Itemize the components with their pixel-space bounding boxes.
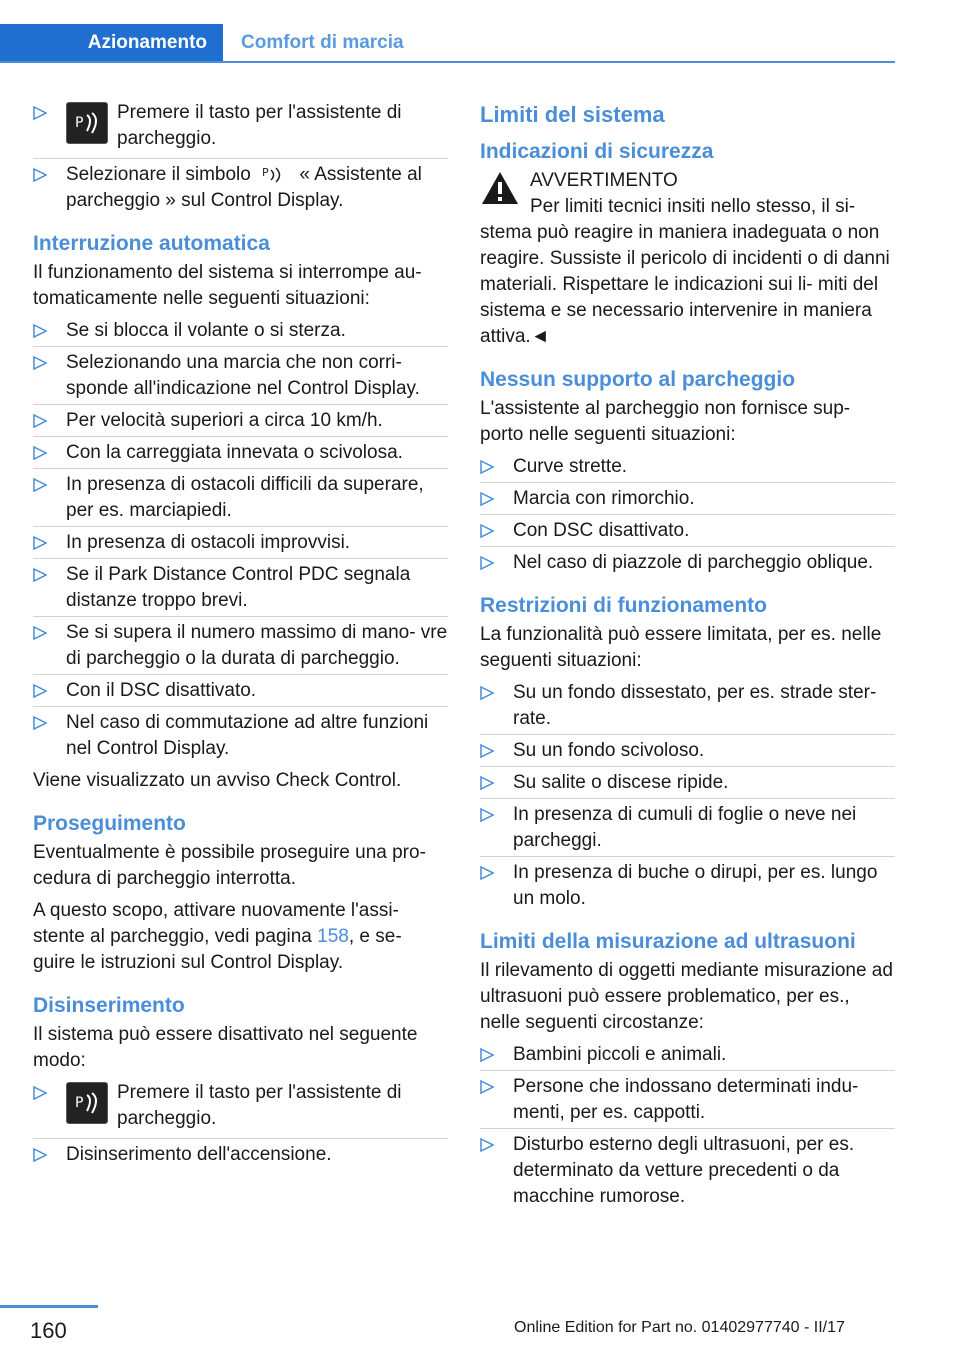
nessun-supporto-heading: Nessun supporto al parcheggio: [480, 368, 796, 391]
bullet-triangle-icon: [33, 103, 47, 123]
disinserimento-heading: Disinserimento: [33, 994, 185, 1017]
right-column: [480, 100, 895, 1216]
list-item: Bambini piccoli e animali.: [480, 1042, 895, 1068]
bullet-triangle-icon: [480, 741, 494, 761]
restrizioni-list: [480, 680, 895, 912]
ultrasuoni-intro: Il rilevamento di oggetti mediante misurazione ad ultrasuoni può essere problematico, per es., nelle seguenti circostanze:: [480, 960, 893, 1033]
restrizioni-intro: La funzionalità può essere limitata, per es. nelle seguenti situazioni:: [480, 624, 882, 671]
list-item: In presenza di ostacoli improvvisi.: [33, 530, 448, 556]
list-item: Con DSC disattivato.: [480, 518, 895, 544]
interruzione-outro: Viene visualizzato un avviso Check Control.: [33, 770, 402, 791]
list-item: In presenza di buche o dirupi, per es. lungo un molo.: [480, 860, 895, 912]
interruzione-heading: Interruzione automatica: [33, 232, 270, 255]
list-item: Per velocità superiori a circa 10 km/h.: [33, 408, 448, 434]
sicurezza-heading: Indicazioni di sicurezza: [480, 140, 714, 163]
list-item: Selezionare il simbolo P « Assistente al parcheggio » sul Control Display.: [33, 162, 448, 214]
bullet-triangle-icon: [33, 565, 47, 585]
list-item: Persone che indossano determinati indu- menti, per es. cappotti.: [480, 1074, 895, 1126]
bullet-triangle-icon: [33, 533, 47, 553]
warning-label: AVVERTIMENTO: [530, 170, 678, 191]
svg-text:P: P: [75, 115, 84, 131]
list-item: Selezionando una marcia che non corri- sponde all'indicazione nel Control Display.: [33, 350, 448, 402]
bullet-triangle-icon: [33, 443, 47, 463]
proseguimento-p2: A questo scopo, attivare nuovamente l'assi- stente al parcheggio, vedi pagina 158, e se- guire le istruzioni sul Control Display.: [33, 900, 402, 973]
list-item: Con il DSC disattivato.: [33, 678, 448, 704]
bullet-triangle-icon: [33, 1083, 47, 1103]
list-item: Su un fondo scivoloso.: [480, 738, 895, 764]
bullet-triangle-icon: [480, 683, 494, 703]
bullet-triangle-icon: [33, 623, 47, 643]
bullet-triangle-icon: [33, 1145, 47, 1165]
list-item: P Premere il tasto per l'assistente di parcheggio.: [33, 100, 448, 156]
list-item: Se il Park Distance Control PDC segnala distanze troppo brevi.: [33, 562, 448, 614]
list-item: Nel caso di commutazione ad altre funzioni nel Control Display.: [33, 710, 448, 762]
list-item: In presenza di ostacoli difficili da superare, per es. marciapiedi.: [33, 472, 448, 524]
svg-text:P: P: [75, 1095, 84, 1111]
nessun-supporto-list: [480, 454, 895, 576]
list-item: Disturbo esterno degli ultrasuoni, per es. determinato da vetture precedenti o da macchine rumorose.: [480, 1132, 895, 1210]
edition-note: Online Edition for Part no. 01402977740 - II/17: [514, 1319, 845, 1336]
bullet-triangle-icon: [480, 489, 494, 509]
warning-box: [480, 168, 895, 194]
list-item: Disinserimento dell'accensione.: [33, 1142, 448, 1168]
list-item: Su salite o discese ripide.: [480, 770, 895, 796]
park-assist-symbol-icon: [262, 165, 288, 183]
park-assist-button-icon: [66, 1082, 108, 1124]
bullet-triangle-icon: [33, 321, 47, 341]
interruzione-intro: Il funzionamento del sistema si interrompe au- tomaticamente nelle seguenti situazioni:: [33, 262, 422, 309]
bullet-triangle-icon: [480, 521, 494, 541]
bullet-triangle-icon: [33, 681, 47, 701]
bullet-triangle-icon: [33, 353, 47, 373]
ultrasuoni-list: [480, 1042, 895, 1210]
disinserimento-intro: Il sistema può essere disattivato nel seguente modo:: [33, 1024, 418, 1071]
restrizioni-heading: Restrizioni di funzionamento: [480, 594, 767, 617]
bullet-triangle-icon: [480, 1045, 494, 1065]
limiti-heading: Limiti del sistema: [480, 102, 665, 127]
list-item: Con la carreggiata innevata o scivolosa.: [33, 440, 448, 466]
bullet-triangle-icon: [480, 805, 494, 825]
left-column: [33, 100, 448, 1174]
list-item: In presenza di cumuli di foglie o neve nei parcheggi.: [480, 802, 895, 854]
ultrasuoni-heading: Limiti della misurazione ad ultrasuoni: [480, 930, 856, 953]
footer-rule: [0, 1305, 98, 1308]
list-item: P Premere il tasto per l'assistente di parcheggio.: [33, 1080, 448, 1136]
interruzione-list: [33, 318, 448, 762]
chapter-tabs: [0, 24, 895, 63]
nessun-supporto-intro: L'assistente al parcheggio non fornisce sup- porto nelle seguenti situazioni:: [480, 398, 851, 445]
page-link[interactable]: 158: [317, 926, 349, 947]
warning-text: Per limiti tecnici insiti nello stesso, il si- stema può reagire in maniera inadeguata o non reagire. Sussiste il pericolo di incidenti o di danni materiali. Rispettare le indicazioni sui li- miti del sistema e se necessario intervenire in maniera attiva.◄: [480, 196, 890, 347]
list-item: Marcia con rimorchio.: [480, 486, 895, 512]
list-item: Se si supera il numero massimo di mano- vre di parcheggio o la durata di parcheggio.: [33, 620, 448, 672]
svg-text:P: P: [262, 166, 269, 179]
list-item: Nel caso di piazzole di parcheggio oblique.: [480, 550, 895, 576]
proseguimento-heading: Proseguimento: [33, 812, 186, 835]
bullet-triangle-icon: [480, 1077, 494, 1097]
bullet-triangle-icon: [480, 1135, 494, 1155]
bullet-triangle-icon: [480, 863, 494, 883]
bullet-triangle-icon: [33, 165, 47, 185]
disinserimento-list: [33, 1080, 448, 1168]
park-assist-button-icon: [66, 102, 108, 144]
bullet-triangle-icon: [480, 553, 494, 573]
bullet-triangle-icon: [33, 411, 47, 431]
page-number: 160: [30, 1318, 67, 1343]
list-item: Curve strette.: [480, 454, 895, 480]
bullet-triangle-icon: [33, 475, 47, 495]
tab-comfort-di-marcia[interactable]: Comfort di marcia: [241, 32, 404, 53]
bullet-triangle-icon: [480, 773, 494, 793]
list-item: Su un fondo dissestato, per es. strade ster- rate.: [480, 680, 895, 732]
bullet-triangle-icon: [480, 457, 494, 477]
warning-triangle-icon: [480, 170, 520, 206]
bullet-triangle-icon: [33, 713, 47, 733]
activation-list: [33, 100, 448, 214]
tab-azionamento[interactable]: Azionamento: [0, 24, 223, 61]
list-item: Se si blocca il volante o si sterza.: [33, 318, 448, 344]
proseguimento-p1: Eventualmente è possibile proseguire una pro- cedura di parcheggio interrotta.: [33, 842, 426, 889]
